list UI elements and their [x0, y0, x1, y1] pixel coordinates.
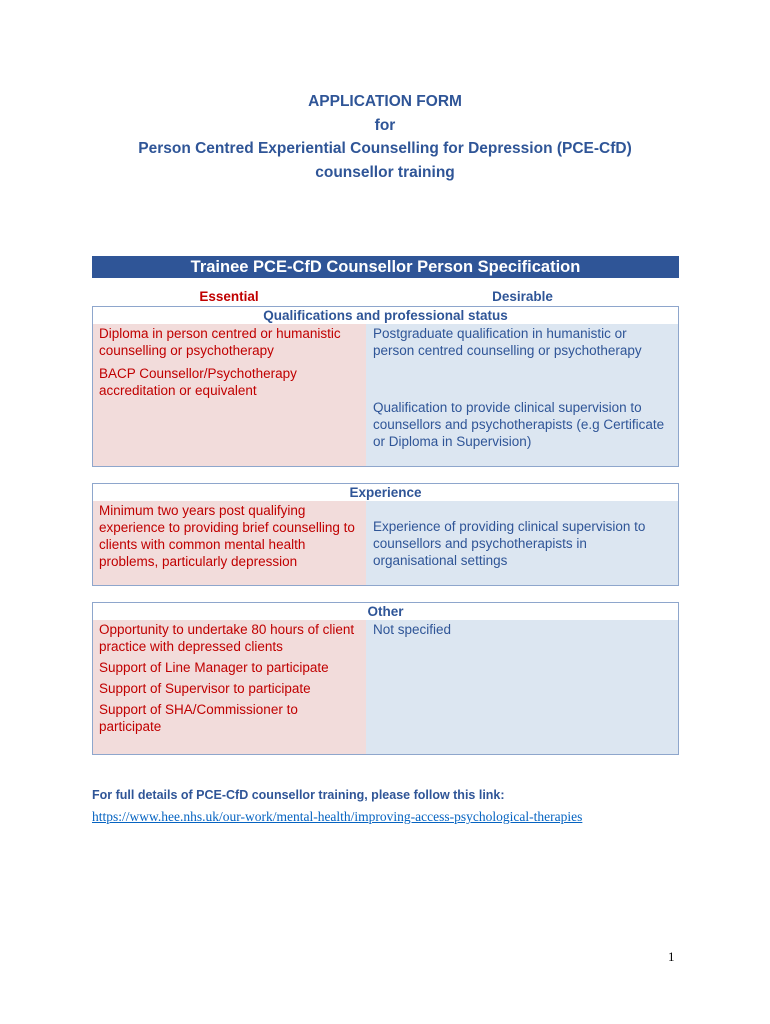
other-desirable-item: Not specified — [373, 622, 452, 637]
qualifications-row — [93, 324, 678, 466]
qualification-essential-item: Diploma in person centred or humanistic counselling or psychotherapy — [99, 326, 341, 358]
title-line-programme: Person Centred Experiential Counselling for Depression (PCE-CfD) — [138, 140, 632, 157]
experience-desirable-cell — [366, 501, 678, 585]
qualification-desirable-item: Postgraduate qualification in humanistic or person centred counselling or psychotherapy — [373, 326, 642, 358]
qualifications-section — [92, 306, 679, 467]
experience-row — [93, 501, 678, 585]
title-line-for: for — [374, 116, 396, 134]
other-section-title: Other — [93, 603, 678, 620]
other-section — [92, 602, 679, 755]
experience-desirable-item: Experience of providing clinical supervision to counsellors and psychotherapists in organisational settings — [373, 519, 646, 568]
qualifications-desirable-cell — [366, 324, 678, 466]
experience-essential-cell — [93, 501, 366, 585]
other-desirable-cell — [366, 620, 678, 754]
experience-essential-item: Minimum two years post qualifying experience to providing brief counselling to clients with common mental health problems, particularly depression — [99, 503, 355, 569]
other-essential-item: Support of Supervisor to participate — [99, 681, 311, 696]
title-line-training: counsellor training — [315, 163, 455, 181]
other-essential-item: Support of SHA/Commissioner to participate — [99, 702, 298, 734]
other-essential-item: Opportunity to undertake 80 hours of client practice with depressed clients — [99, 622, 355, 654]
title-line-application-form: APPLICATION FORM — [308, 93, 462, 110]
training-details-link[interactable]: https://www.hee.nhs.uk/our-work/mental-health/improving-access-psychological-therapies — [92, 809, 583, 824]
experience-section-title: Experience — [93, 484, 678, 501]
qualification-desirable-item: Qualification to provide clinical supervision to counsellors and psychotherapists (e.g Certificate or Diploma in Supervision) — [373, 400, 665, 449]
qualification-essential-item: BACP Counsellor/Psychotherapy accreditation or equivalent — [99, 366, 297, 398]
person-spec-header: Trainee PCE-CfD Counsellor Person Specification — [92, 256, 679, 278]
qualifications-section-title: Qualifications and professional status — [93, 307, 678, 324]
experience-section — [92, 483, 679, 586]
training-details-note: For full details of PCE-CfD counsellor training, please follow this link: — [92, 788, 505, 802]
other-row — [93, 620, 678, 754]
essential-column-header: Essential — [199, 289, 259, 304]
document-title — [0, 90, 770, 184]
desirable-column-header: Desirable — [492, 289, 553, 304]
other-essential-item: Support of Line Manager to participate — [99, 660, 329, 675]
other-essential-cell — [93, 620, 366, 754]
page-number: 1 — [668, 949, 675, 964]
qualifications-essential-cell — [93, 324, 366, 466]
